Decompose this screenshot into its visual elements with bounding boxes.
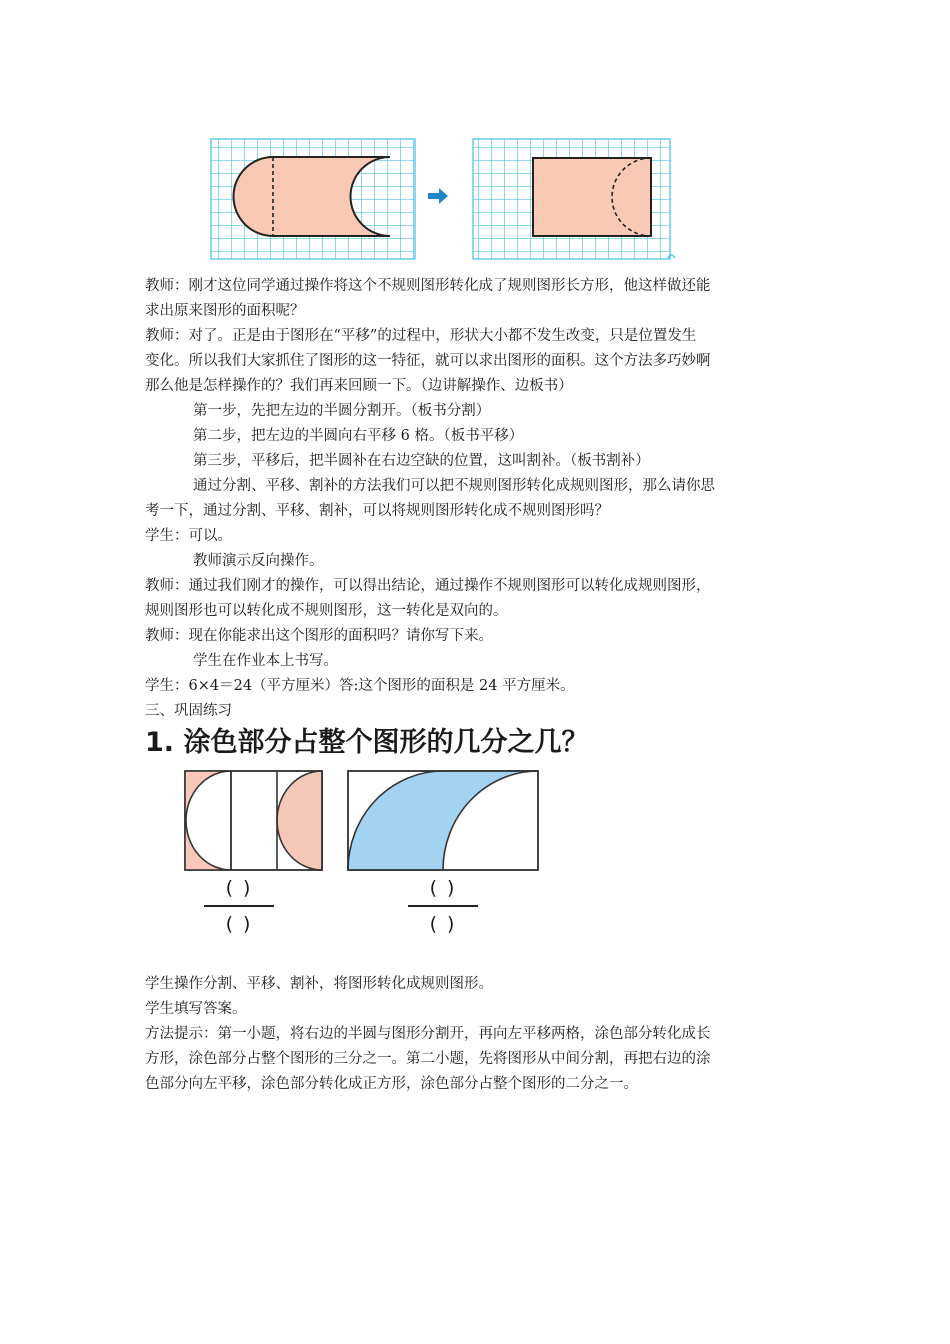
- lesson-text: [145, 274, 810, 724]
- exercise-figure-1: [185, 771, 322, 870]
- text-line: 通过分割、平移、割补的方法我们可以把不规则图形转化成规则图形，那么请你思: [193, 478, 715, 494]
- text-line: 学生填写答案。: [145, 1001, 247, 1017]
- fraction-blank-2[interactable]: [408, 874, 478, 938]
- text-line: 考一下，通过分割、平移、割补，可以将规则图形转化成不规则图形吗？: [145, 503, 609, 519]
- text-line: 教师：刚才这位同学通过操作将这个不规则图形转化成了规则图形长方形，他这样做还能: [145, 278, 711, 294]
- translation-figure: [205, 134, 680, 266]
- exercise-title: 1. 涂色部分占整个图形的几分之几？: [145, 727, 589, 758]
- text-line: 第三步，平移后，把半圆补在右边空缺的位置，这叫割补。（板书割补）: [193, 453, 650, 469]
- text-line: 学生：6×4＝24（平方厘米）答:这个图形的面积是 24 平方厘米。: [145, 678, 575, 694]
- text-line: 教师演示反向操作。: [193, 553, 324, 569]
- denominator-blank[interactable]: ( ): [429, 913, 457, 935]
- exercise-figure-2: [348, 771, 538, 870]
- numerator-blank[interactable]: ( ): [225, 877, 253, 899]
- text-line: 教师：通过我们刚才的操作，可以得出结论，通过操作不规则图形可以转化成规则图形，: [145, 578, 711, 594]
- fraction-bar: [204, 905, 274, 907]
- text-line: 变化。所以我们大家抓住了图形的这一特征，就可以求出图形的面积。这个方法多巧妙啊: [145, 353, 711, 369]
- text-line: 方形，涂色部分占整个图形的三分之一。第二小题，先将图形从中间分割，再把右边的涂: [145, 1051, 711, 1067]
- text-line: 学生：可以。: [145, 528, 232, 544]
- rectangle-shape: [533, 158, 651, 236]
- text-line: 色部分向左平移，涂色部分转化成正方形，涂色部分占整个图形的二分之一。: [145, 1076, 638, 1092]
- text-line: 第二步，把左边的半圆向右平移 6 格。（板书平移）: [193, 428, 524, 444]
- text-line: 第一步，先把左边的半圆分割开。（板书分割）: [193, 403, 491, 419]
- answer-text: [145, 972, 810, 1097]
- text-line: 规则图形也可以转化成不规则图形，这一转化是双向的。: [145, 603, 508, 619]
- fraction-bar: [408, 905, 478, 907]
- exercise-figures: [180, 766, 545, 874]
- denominator-blank[interactable]: ( ): [225, 913, 253, 935]
- text-line: 学生操作分割、平移、割补，将图形转化成规则图形。: [145, 976, 493, 992]
- text-line: 教师：现在你能求出这个图形的面积吗？请你写下来。: [145, 628, 493, 644]
- text-line: 方法提示：第一小题，将右边的半圆与图形分割开，再向左平移两格，涂色部分转化成长: [145, 1026, 711, 1042]
- text-line: 三、巩固练习: [145, 703, 232, 719]
- text-line: 那么他是怎样操作的？我们再来回顾一下。（边讲解操作、边板书）: [145, 378, 573, 394]
- fraction-blank-1[interactable]: [204, 874, 274, 938]
- numerator-blank[interactable]: ( ): [429, 877, 457, 899]
- right-arrow-icon: [428, 188, 448, 204]
- text-line: 求出原来图形的面积呢？: [145, 303, 305, 319]
- text-line: 教师：对了。正是由于图形在“平移”的过程中，形状大小都不发生改变，只是位置发生: [145, 328, 697, 344]
- text-line: 学生在作业本上书写。: [193, 653, 338, 669]
